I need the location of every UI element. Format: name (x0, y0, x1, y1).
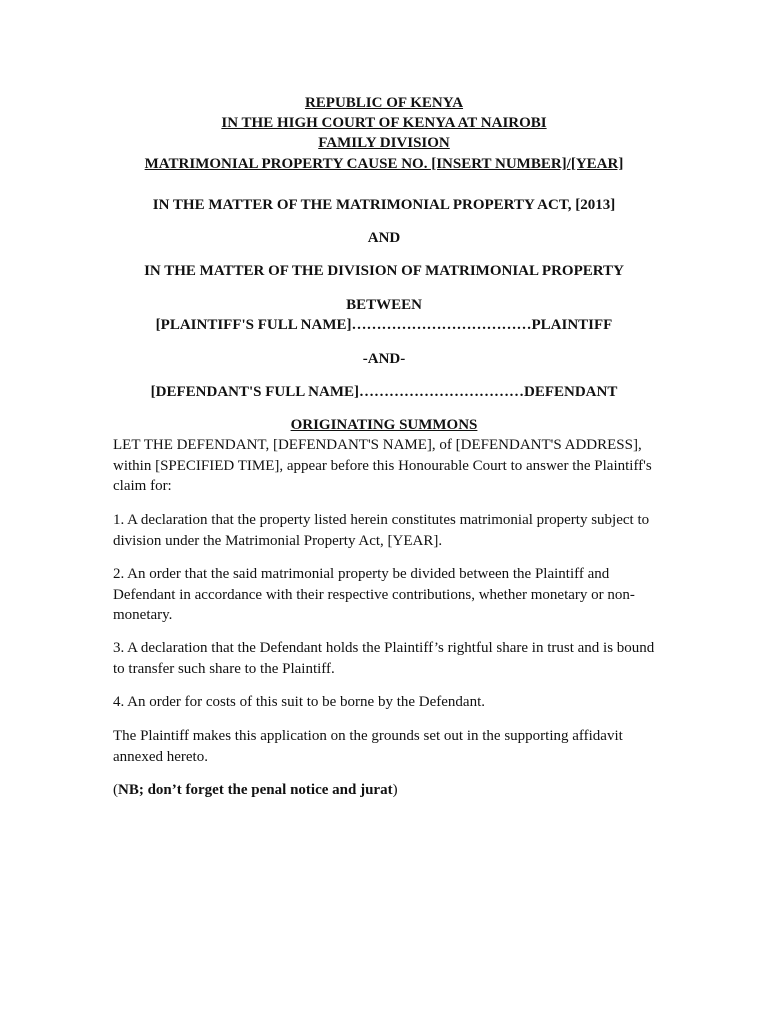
between-label: BETWEEN (346, 297, 422, 313)
claim-3: 3. A declaration that the Defendant holds the Plaintiff’s rightful share in trust and is bound to transfer such share to the Plaintiff. (113, 640, 655, 677)
matter-act: IN THE MATTER OF THE MATRIMONIAL PROPERTY ACT, [2013] (152, 197, 616, 213)
grounds-paragraph: The Plaintiff makes this application on the grounds set out in the supporting affidavit annexed hereto. (113, 728, 623, 765)
intro-paragraph: LET THE DEFENDANT, [DEFENDANT'S NAME], of [DEFENDANT'S ADDRESS], within [SPECIFIED TIME], appear before this Honourable Court to answer the Plaintiff's claim for: (113, 437, 652, 494)
plaintiff-line: [PLAINTIFF'S FULL NAME]………………………………PLAINTIFF (155, 317, 613, 333)
heading-division: FAMILY DIVISION (318, 135, 450, 151)
note-close-paren: ) (392, 782, 398, 798)
note-line (113, 780, 658, 801)
note-open-paren: ( (113, 782, 118, 798)
matter-division: IN THE MATTER OF THE DIVISION OF MATRIMONIAL PROPERTY (144, 263, 624, 279)
heading-republic: REPUBLIC OF KENYA (304, 95, 464, 111)
note-text: NB; don’t forget the penal notice and jurat (118, 782, 393, 798)
claim-1: 1. A declaration that the property listed herein constitutes matrimonial property subject to division under the Matrimonial Property Act, [YEAR]. (113, 512, 650, 549)
heading-court: IN THE HIGH COURT OF KENYA AT NAIROBI (221, 115, 547, 131)
claim-4: 4. An order for costs of this suit to be borne by the Defendant. (113, 694, 486, 710)
and-separator: AND (367, 230, 401, 246)
claim-2: 2. An order that the said matrimonial property be divided between the Plaintiff and Defendant in accordance with their respective contributions, whether monetary or non-monetary. (113, 566, 635, 623)
and-separator-parties: -AND- (362, 351, 406, 367)
heading-cause-number: MATRIMONIAL PROPERTY CAUSE NO. [INSERT NUMBER]/[YEAR] (144, 156, 624, 172)
defendant-line: [DEFENDANT'S FULL NAME]……………………………DEFENDANT (150, 384, 618, 400)
summons-title: ORIGINATING SUMMONS (290, 417, 478, 433)
